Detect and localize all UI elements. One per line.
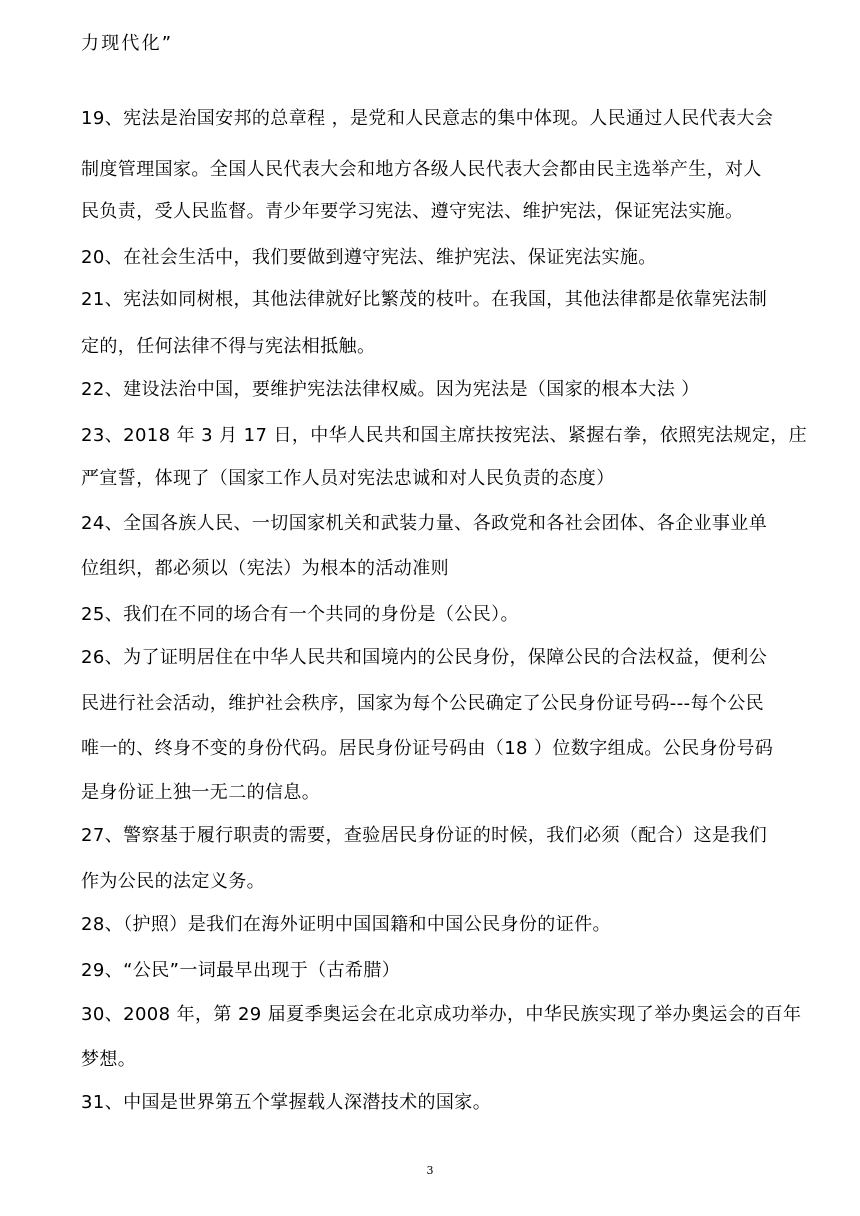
text-line: 梦想。 [81, 1049, 137, 1070]
text-line: 29、“公民”一词最早出现于（古希腊） [81, 960, 401, 981]
text-line: 民负责，受人民监督。青少年要学习宪法、遵守宪法、维护宪法，保证宪法实施。 [81, 201, 744, 222]
text-line: 24、全国各族人民、一切国家机关和武装力量、各政党和各社会团体、各企业事业单 [81, 513, 768, 534]
text-line: 力现代化” [81, 33, 174, 54]
text-line: 22、建设法治中国，要维护宪法法律权威。因为宪法是（国家的根本大法 ） [81, 379, 700, 400]
text-line: 25、我们在不同的场合有一个共同的身份是（公民）。 [81, 604, 519, 625]
text-line: 位组织，都必须以（宪法）为根本的活动准则 [81, 558, 449, 579]
text-line: 21、宪法如同树根，其他法律就好比繁茂的枝叶。在我国，其他法律都是依靠宪法制 [81, 289, 768, 310]
text-line: 制度管理国家。全国人民代表大会和地方各级人民代表大会都由民主选举产生，对人 [81, 159, 762, 180]
text-line: 26、为了证明居住在中华人民共和国境内的公民身份，保障公民的合法权益，便利公 [81, 647, 768, 668]
text-line: 20、在社会生活中，我们要做到遵守宪法、维护宪法、保证宪法实施。 [81, 247, 657, 268]
text-line: 31、中国是世界第五个掌握载人深潜技术的国家。 [81, 1092, 492, 1113]
text-line: 严宣誓，体现了（国家工作人员对宪法忠诚和对人民负责的态度） [81, 468, 615, 489]
text-line: 28、（护照）是我们在海外证明中国国籍和中国公民身份的证件。 [81, 914, 611, 935]
text-line: 27、警察基于履行职责的需要，查验居民身份证的时候，我们必须（配合）这是我们 [81, 825, 768, 846]
text-line: 民进行社会活动，维护社会秩序，国家为每个公民确定了公民身份证号码---每个公民 [81, 693, 765, 714]
page-number: 3 [426, 1164, 434, 1177]
text-line: 定的，任何法律不得与宪法相抵触。 [81, 336, 376, 357]
text-line: 19、宪法是治国安邦的总章程 ，是党和人民意志的集中体现。人民通过人民代表大会 [81, 108, 774, 129]
text-line: 唯一的、终身不变的身份代码。居民身份证号码由（18 ）位数字组成。公民身份号码 [81, 738, 774, 759]
text-line: 是身份证上独一无二的信息。 [81, 782, 321, 803]
text-line: 30、2008 年，第 29 届夏季奥运会在北京成功举办，中华民族实现了举办奥运会的百年 [81, 1004, 802, 1025]
text-line: 作为公民的法定义务。 [81, 871, 265, 892]
text-line: 23、2018 年 3 月 17 日，中华人民共和国主席扶按宪法、紧握右拳，依照宪法规定，庄 [81, 425, 808, 446]
